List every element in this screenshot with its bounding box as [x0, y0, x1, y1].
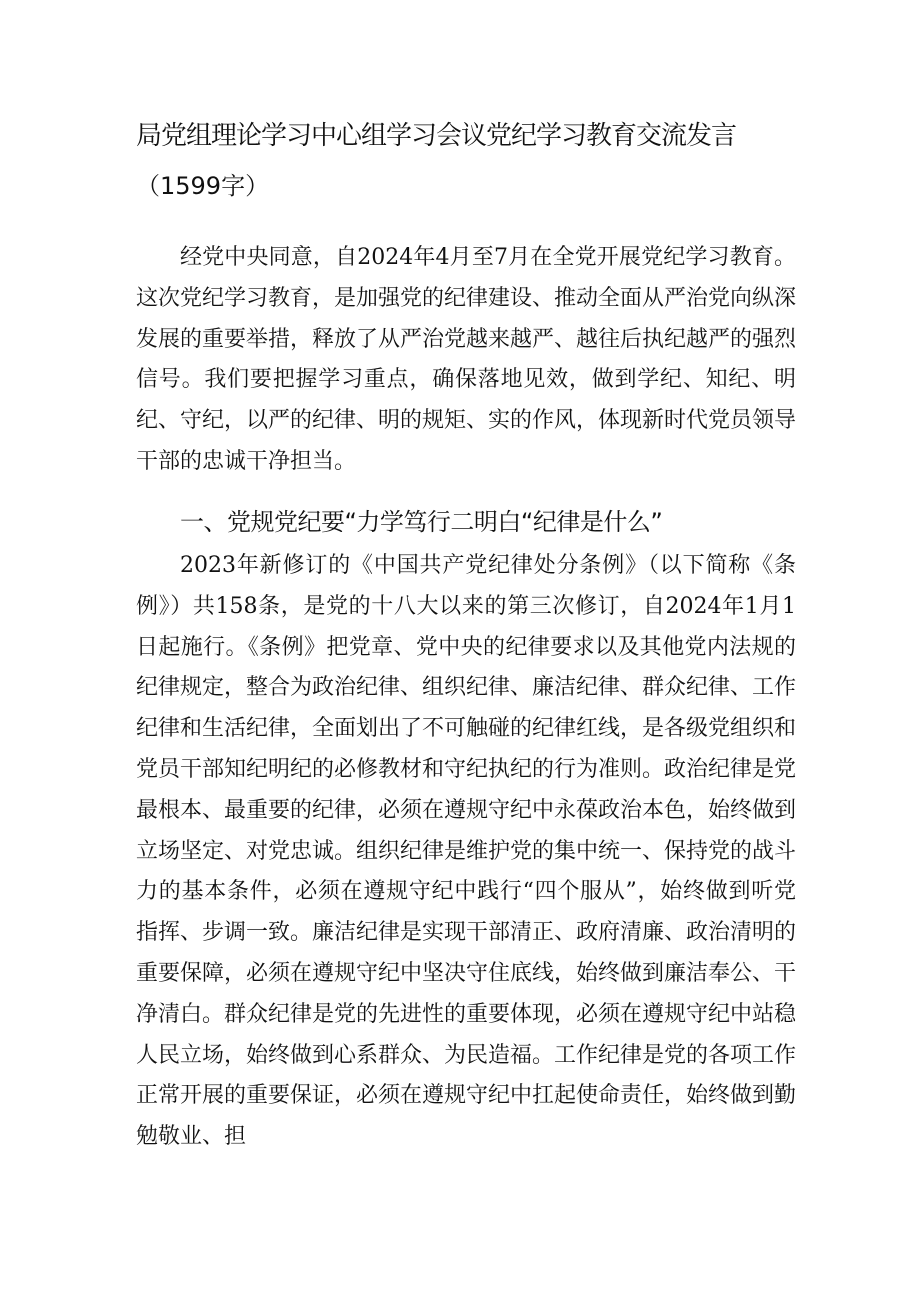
section-heading: 一、党规党纪要“力学笃行二明白“纪律是什么”: [180, 508, 663, 536]
paragraph-regulations: 2023年新修订的《中国共产党纪律处分条例》（以下简称《条例》）共158条，是党的十八大以来的第三次修订，自2024年1月1日起施行。《条例》把党章、党中央的纪律要求以及其他党内法规的纪律规定，整合为政治纪律、组织纪律、廉洁纪律、群众纪律、工作纪律和生活纪律，全面划出了不可触碰的纪律红线，是各级党组织和党员干部知纪明纪的必修教材和守纪执纪的行为准则。政治纪律是党最根本、最重要的纪律，必须在遵规守纪中永葆政治本色，始终做到立场坚定、对党忠诚。组织纪律是维护党的集中统一、保持党的战斗力的基本条件，必须在遵规守纪中践行“四个服从”，始终做到听党指挥、步调一致。廉洁纪律是实现干部清正、政府清廉、政治清明的重要保障，必须在遵规守纪中坚决守住底线，始终做到廉洁奉公、干净清白。群众纪律是党的先进性的重要体现，必须在遵规守纪中站稳人民立场，始终做到心系群众、为民造福。工作纪律是党的各项工作正常开展的重要保证，必须在遵规守纪中扛起使命责任，始终做到勤勉敬业、担: [136, 553, 797, 1150]
paragraph-intro: 经党中央同意，自2024年4月至7月在全党开展党纪学习教育。这次党纪学习教育，是加强党的纪律建设、推动全面从严治党向纵深发展的重要举措，释放了从严治党越来越严、越往后执纪越严的强烈信号。我们要把握学习重点，确保落地见效，做到学纪、知纪、明纪、守纪，以严的纪律、明的规矩、实的作风，体现新时代党员领导干部的忠诚干净担当。: [136, 245, 797, 474]
document-title: 局党组理论学习中心组学习会议党纪学习教育交流发言: [136, 121, 737, 151]
word-count: （1599字）: [136, 172, 270, 200]
